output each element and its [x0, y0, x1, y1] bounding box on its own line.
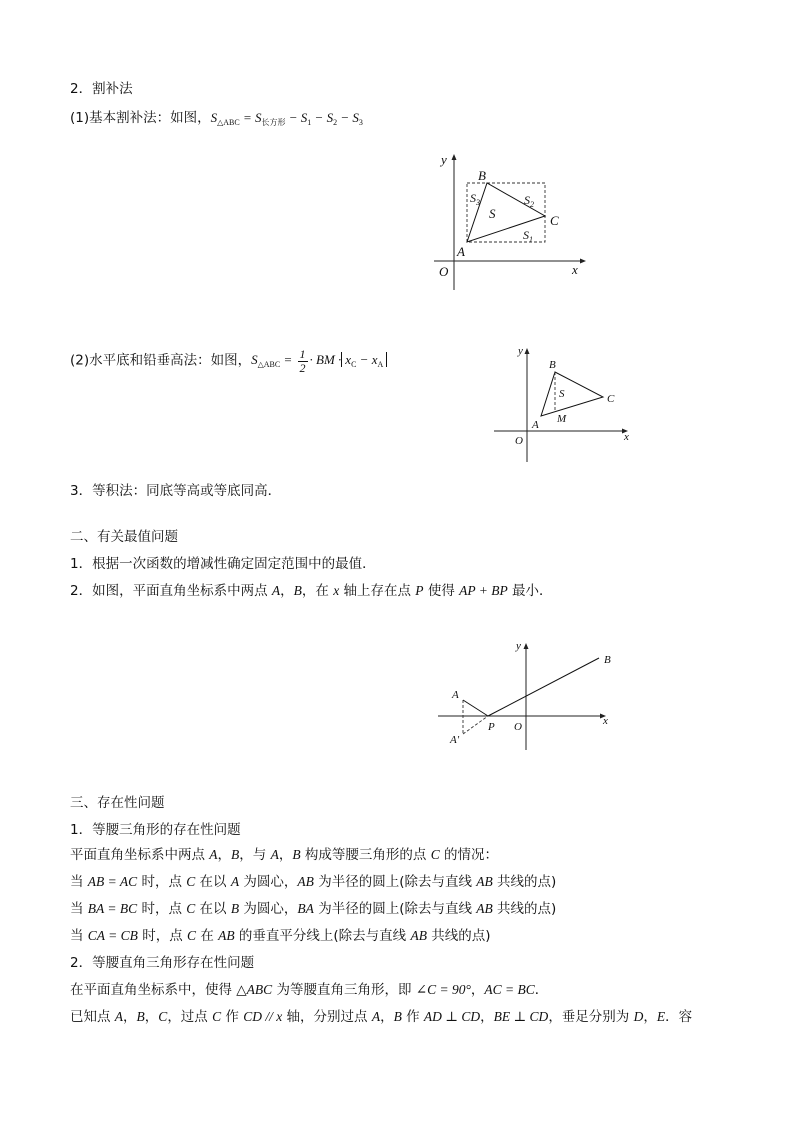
x-axis-label: x	[572, 262, 578, 277]
isosceles-subheading: 1．等腰三角形的存在性问题	[70, 822, 241, 838]
point-a-label: A	[532, 419, 539, 431]
figure-vertical-height	[490, 340, 640, 470]
isosceles-case-ab-ac: 当 AB = AC 时，点 C 在以 A 为圆心，AB 为半径的圆上(除去与直线 AB 共线的点)	[70, 874, 557, 890]
y-axis-label: y	[518, 345, 523, 357]
point-c-label: C	[607, 393, 615, 405]
y-axis-arrow-icon	[452, 154, 457, 160]
isosceles-intro: 平面直角坐标系中两点 A，B，与 A，B 构成等腰三角形的点 C 的情况：	[70, 847, 498, 863]
heading-extremum: 二、有关最值问题	[70, 529, 178, 545]
x-axis-label: x	[624, 431, 629, 443]
figure-cut-fill	[420, 150, 590, 300]
triangle-abc	[541, 372, 603, 416]
extremum-item-2: 2．如图，平面直角坐标系中两点 A，B，在 x 轴上存在点 P 使得 AP + BP 最小．	[70, 583, 553, 599]
bounding-rectangle	[467, 183, 545, 242]
area-s1-label: $S_1$	[523, 228, 533, 244]
isosceles-case-ba-bc: 当 BA = BC 时，点 C 在以 B 为圆心，BA 为半径的圆上(除去与直线 AB 共线的点)	[70, 901, 557, 917]
isosceles-right-construction: 已知点 A，B，C，过点 C 作 CD // x 轴，分别过点 A，B 作 AD ⊥ CD，BE ⊥ CD，垂足分别为 D，E．容	[70, 1009, 693, 1025]
point-a-label: A	[457, 244, 465, 259]
basic-cut-fill-prefix: (1)基本割补法：如图，	[70, 110, 211, 126]
origin-label: O	[514, 721, 522, 733]
point-a-prime-label: A'	[450, 734, 460, 746]
figure-shortest-path	[430, 635, 620, 755]
equal-area-method: 3．等积法：同底等高或等底同高．	[70, 483, 282, 499]
vertical-height-formula: $S_{\triangle ABC}$ = $\frac{1}{2}$ · BM · $x_C - x_A$	[251, 352, 387, 367]
y-axis-arrow-icon	[524, 643, 529, 649]
heading-section-2: 2．割补法	[70, 81, 133, 97]
point-a-label: A	[452, 689, 459, 701]
area-s-label: S	[559, 388, 565, 400]
x-axis-label: x	[603, 715, 608, 727]
segment-ap	[463, 700, 488, 716]
heading-existence: 三、存在性问题	[70, 795, 165, 811]
x-axis-arrow-icon	[580, 259, 586, 264]
horizontal-base-prefix: (2)水平底和铅垂高法：如图，	[70, 352, 252, 369]
point-p-label: P	[488, 721, 495, 733]
area-s-label: S	[489, 206, 496, 221]
point-m-label: M	[557, 413, 567, 425]
horizontal-base-vertical-height-line	[70, 348, 387, 375]
segment-pb	[488, 658, 599, 716]
extremum-item-1: 1．根据一次函数的增减性确定固定范围中的最值．	[70, 556, 376, 572]
isosceles-right-intro: 在平面直角坐标系中，使得 △ABC 为等腰直角三角形，即 ∠C = 90°，AC = BC．	[70, 982, 549, 998]
origin-label: O	[439, 264, 449, 279]
point-b-label: B	[549, 359, 556, 371]
segment-pa-prime	[463, 716, 488, 734]
y-axis-arrow-icon	[525, 348, 530, 354]
isosceles-case-ca-cb: 当 CA = CB 时，点 C 在 AB 的垂直平分线上(除去与直线 AB 共线的点)	[70, 928, 491, 944]
origin-label: O	[515, 435, 523, 447]
area-s2-label: $S_2$	[524, 193, 534, 209]
triangle-abc	[467, 183, 545, 242]
point-b-label: B	[478, 168, 486, 183]
isosceles-right-subheading: 2．等腰直角三角形存在性问题	[70, 955, 255, 971]
y-axis-label: y	[516, 640, 521, 652]
basic-area-formula: $S_{\triangle ABC} = S_{长方形} - S_1 - S_2 - S_3$	[210, 110, 363, 127]
point-c-label: C	[550, 213, 559, 228]
area-s3-label: $S_3$	[470, 191, 480, 207]
basic-cut-fill-line	[70, 109, 363, 132]
y-axis-label: y	[441, 152, 447, 167]
point-b-label: B	[604, 654, 611, 666]
